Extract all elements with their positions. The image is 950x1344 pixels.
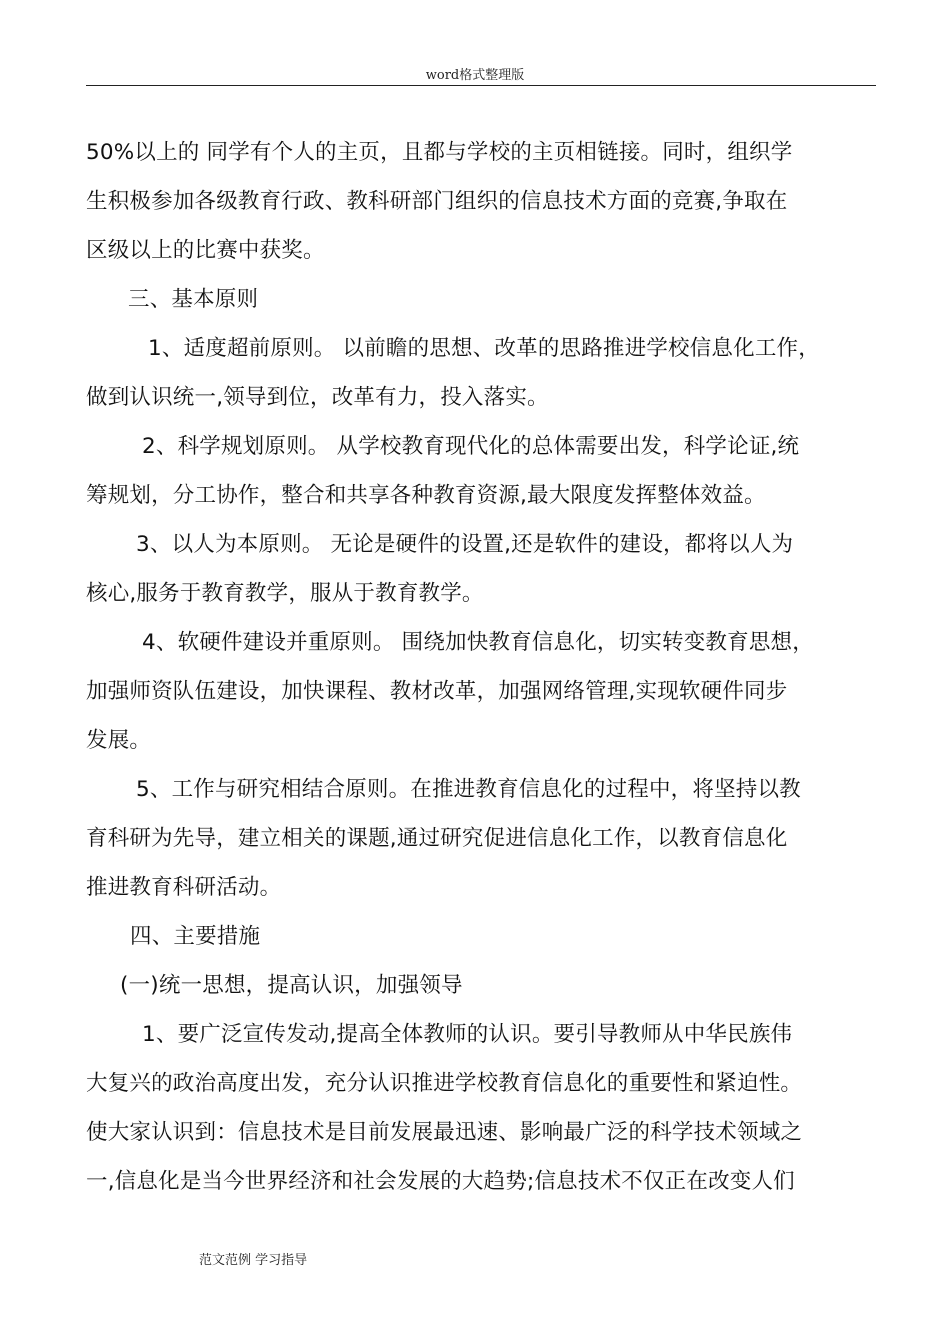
text-line: 发展。	[86, 728, 152, 753]
text-line: 做到认识统一,领导到位，改革有力，投入落实。	[86, 385, 549, 410]
page-footer: 范文范例 学习指导	[199, 1253, 308, 1268]
text-line: 4、软硬件建设并重原则。 围绕加快教育信息化，切实转变教育思想，	[142, 630, 814, 655]
subsection-heading: (一)统一思想，提高认识，加强领导	[120, 973, 463, 998]
section-heading: 四、主要措施	[130, 924, 261, 949]
text-line: 加强师资队伍建设，加快课程、教材改革，加强网络管理,实现软硬件同步	[86, 679, 788, 704]
text-line: 育科研为先导，建立相关的课题,通过研究促进信息化工作，以教育信息化	[86, 826, 788, 851]
text-line: 区级以上的比赛中获奖。	[86, 238, 325, 263]
text-line: 5、工作与研究相结合原则。在推进教育信息化的过程中，将坚持以教	[136, 777, 801, 802]
text-line: 一,信息化是当今世界经济和社会发展的大趋势;信息技术不仅正在改变人们	[86, 1169, 795, 1194]
text-line: 1、适度超前原则。 以前瞻的思想、改革的思路推进学校信息化工作，	[148, 336, 820, 361]
text-line: 2、科学规划原则。 从学校教育现代化的总体需要出发，科学论证,统	[142, 434, 800, 459]
text-line: 1、要广泛宣传发动,提高全体教师的认识。要引导教师从中华民族伟	[142, 1022, 793, 1047]
text-line: 生积极参加各级教育行政、教科研部门组织的信息技术方面的竞赛,争取在	[86, 189, 788, 214]
page-header: word格式整理版	[425, 68, 525, 83]
section-heading: 三、基本原则	[128, 287, 259, 312]
text-line: 大复兴的政治高度出发，充分认识推进学校教育信息化的重要性和紧迫性。	[86, 1071, 803, 1096]
text-line: 3、以人为本原则。 无论是硬件的设置,还是软件的建设，都将以人为	[136, 532, 794, 557]
text-line: 筹规划，分工协作，整合和共享各种教育资源,最大限度发挥整体效益。	[86, 483, 766, 508]
text-line: 核心,服务于教育教学，服从于教育教学。	[86, 581, 484, 606]
text-line: 50%以上的 同学有个人的主页，且都与学校的主页相链接。同时，组织学	[86, 140, 793, 165]
text-line: 使大家认识到：信息技术是目前发展最迅速、影响最广泛的科学技术领域之	[86, 1120, 803, 1145]
document-body	[86, 128, 882, 1206]
text-line: 推进教育科研活动。	[86, 875, 282, 900]
header-divider	[86, 85, 876, 86]
